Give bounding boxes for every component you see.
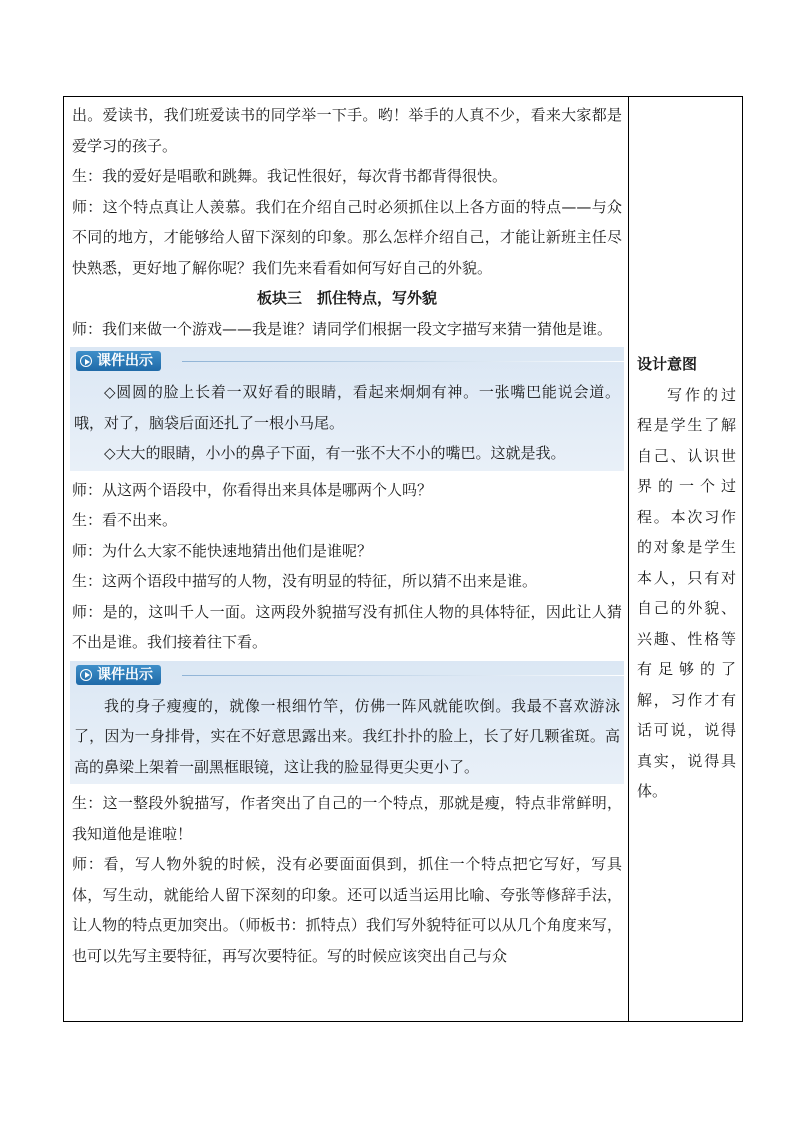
paragraph: 师：看，写人物外貌的时候，没有必要面面俱到，抓住一个特点把它写好，写具体，写生动，就能给人留下深刻的印象。还可以适当运用比喻、夸张等修辞手法，让人物的特点更加突出。（师板书：抓特点）我们写外貌特征可以从几个角度来写，也可以先写主要特征，再写次要特征。写的时候应该突出自己与众	[72, 855, 622, 965]
courseware-badge	[76, 351, 161, 371]
courseware-box	[70, 347, 624, 471]
paragraph: 师：这个特点真让人羡慕。我们在介绍自己时必须抓住以上各方面的特点——与众不同的地方，才能够给人留下深刻的印象。那么怎样介绍自己，才能让新班主任尽快熟悉，更好地了解你呢？我们先来看看如何写好自己的外貌。	[72, 197, 622, 277]
lesson-table	[63, 96, 743, 1022]
courseware-header	[74, 347, 620, 377]
courseware-text: ◇圆圆的脸上长着一双好看的眼睛，看起来炯炯有神。一张嘴巴能说会道。哦，对了，脑袋后面还扎了一根小马尾。	[74, 383, 620, 432]
paragraph: 师：是的，这叫千人一面。这两段外貌描写没有抓住人物的具体特征，因此让人猜不出是谁。我们接着往下看。	[72, 602, 622, 651]
paragraph: 生：这一整段外貌描写，作者突出了自己的一个特点，那就是瘦，特点非常鲜明，我知道他是谁啦！	[72, 794, 622, 843]
design-intent-title: 设计意图	[637, 355, 698, 373]
paragraph: 师：从这两个语段中，你看得出来具体是哪两个人吗？	[72, 480, 433, 499]
paragraph: 生：我的爱好是唱歌和跳舞。我记性很好，每次背书都背得很快。	[72, 167, 508, 185]
courseware-text: ◇大大的眼睛，小小的鼻子下面，有一张不大不小的嘴巴。这就是我。	[104, 444, 566, 462]
paragraph: 出。爱读书，我们班爱读书的同学举一下手。哟！举手的人真不少，看来大家都是爱学习的孩子。	[72, 106, 622, 155]
teaching-process-column	[64, 97, 628, 1021]
courseware-label: 课件出示	[97, 353, 153, 369]
design-intent-text: 写作的过程是学生了解自己、认识世界的一个过程。本次习作的对象是学生本人，只有对自己的外貌、兴趣、性格等有足够的了解，习作才有话可说，说得真实，说得具体。	[637, 385, 736, 800]
courseware-label: 课件出示	[97, 666, 153, 683]
courseware-header	[74, 661, 620, 691]
courseware-text: 我的身子瘦瘦的，就像一根细竹竿，仿佛一阵风就能吹倒。我最不喜欢游泳了，因为一身排骨，实在不好意思露出来。我红扑扑的脸上，长了好几颗雀斑。高高的鼻梁上架着一副黑框眼镜，这让我的脸显得更尖更小了。	[74, 696, 620, 776]
paragraph: 师：为什么大家不能快速地猜出他们是谁呢？	[72, 541, 373, 560]
paragraph: 生：这两个语段中描写的人物，没有明显的特征，所以猜不出来是谁。	[72, 572, 538, 590]
paragraph: 师：我们来做一个游戏——我是谁？请同学们根据一段文字描写来猜一猜他是谁。	[72, 319, 613, 338]
section-title: 板块三 抓住特点，写外貌	[256, 289, 437, 307]
play-icon	[80, 669, 92, 681]
play-icon	[80, 355, 92, 367]
courseware-badge	[76, 665, 161, 685]
paragraph: 生：看不出来。	[72, 511, 178, 529]
design-intent-column	[629, 97, 742, 1021]
courseware-box	[70, 661, 624, 785]
